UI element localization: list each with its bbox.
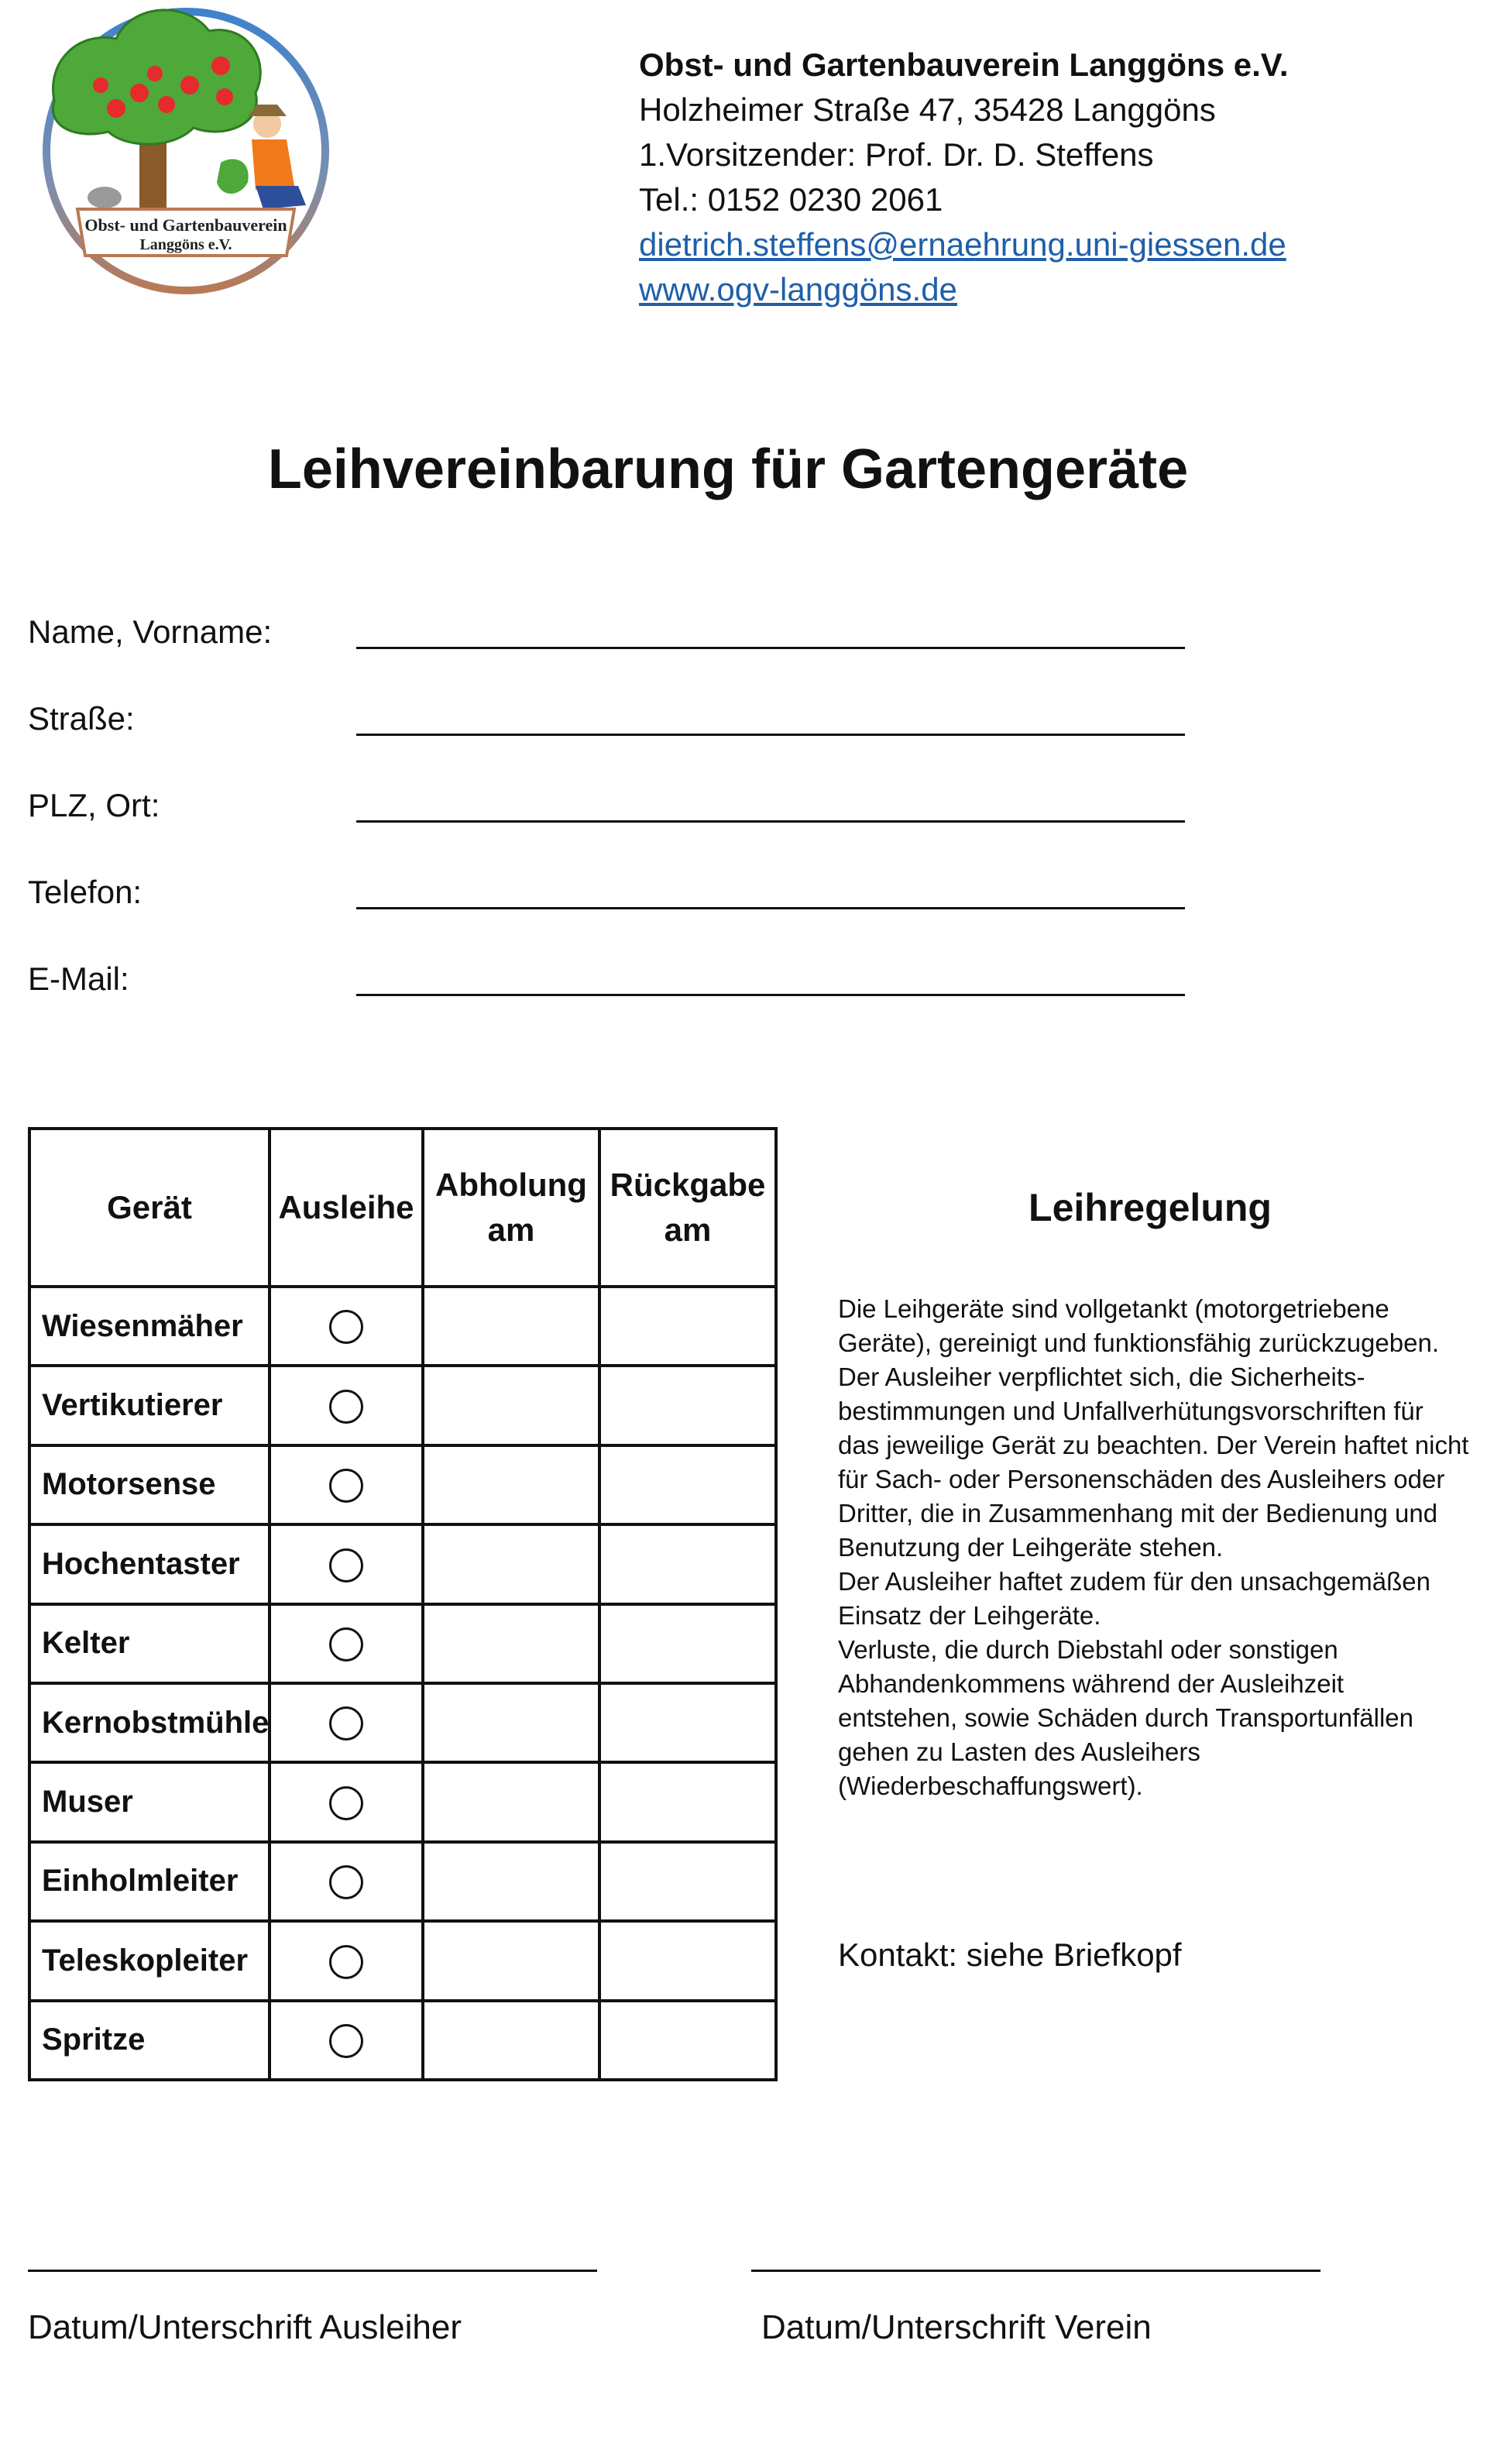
item-name: Einholmleiter	[29, 1842, 270, 1921]
borrow-radio[interactable]	[329, 1945, 363, 1979]
pickup-date-cell[interactable]	[423, 1287, 599, 1366]
name-input-line[interactable]	[356, 647, 1185, 649]
return-date-cell[interactable]	[599, 1287, 776, 1366]
rules-line: Der Ausleiher verpflichtet sich, die Sicherheits-	[838, 1363, 1365, 1391]
return-date-cell[interactable]	[599, 2001, 776, 2080]
borrow-radio[interactable]	[329, 1786, 363, 1820]
pickup-date-cell[interactable]	[423, 1604, 599, 1683]
rules-line: Verluste, die durch Diebstahl oder sonstigen	[838, 1635, 1338, 1664]
pickup-date-cell[interactable]	[423, 1445, 599, 1524]
org-email-link[interactable]: dietrich.steffens@ernaehrung.uni-giessen.de	[639, 226, 1286, 263]
org-address: Holzheimer Straße 47, 35428 Langgöns	[639, 91, 1216, 128]
item-name: Muser	[29, 1762, 270, 1841]
rules-line: das jeweilige Gerät zu beachten. Der Verein haftet nicht	[838, 1431, 1469, 1459]
field-street	[28, 691, 1190, 745]
item-name: Hochentaster	[29, 1524, 270, 1603]
table-row	[29, 1366, 776, 1445]
item-name: Kernobstmühle	[29, 1683, 270, 1762]
pickup-date-cell[interactable]	[423, 1842, 599, 1921]
borrow-radio[interactable]	[329, 1390, 363, 1424]
logo-text-line1: Obst- und Gartenbauverein	[84, 215, 287, 235]
borrow-radio[interactable]	[329, 1548, 363, 1583]
header-geraet: Gerät	[29, 1129, 270, 1287]
borrower-signature-line[interactable]	[28, 2270, 597, 2272]
table-row	[29, 1762, 776, 1841]
rules-line: Dritter, die in Zusammenhang mit der Bedienung und	[838, 1499, 1438, 1528]
page-title: Leihvereinbarung für Gartengeräte	[267, 438, 1189, 500]
rules-line: entstehen, sowie Schäden durch Transportunfällen	[838, 1703, 1413, 1732]
org-name: Obst- und Gartenbauverein Langgöns e.V.	[639, 46, 1289, 83]
pickup-date-cell[interactable]	[423, 1762, 599, 1841]
header-abholung: Abholung am	[423, 1129, 599, 1287]
field-label: Straße:	[28, 700, 135, 737]
return-date-cell[interactable]	[599, 1524, 776, 1603]
rules-text	[838, 1292, 1481, 1803]
club-signature-label: Datum/Unterschrift Verein	[761, 2308, 1152, 2346]
borrow-radio[interactable]	[329, 1627, 363, 1662]
item-name: Spritze	[29, 2001, 270, 2080]
header-rueckgabe: Rückgabe am	[599, 1129, 776, 1287]
field-label: Name, Vorname:	[28, 613, 273, 650]
postal-city-input-line[interactable]	[356, 820, 1185, 823]
rules-line: Benutzung der Leihgeräte stehen.	[838, 1533, 1224, 1562]
phone-input-line[interactable]	[356, 907, 1185, 909]
org-website-link[interactable]: www.ogv-langgöns.de	[639, 271, 957, 308]
return-date-cell[interactable]	[599, 1842, 776, 1921]
rules-line: Der Ausleiher haftet zudem für den unsachgemäßen	[838, 1567, 1430, 1596]
table-row	[29, 2001, 776, 2080]
rules-line: Geräte), gereinigt und funktionsfähig zurückzugeben.	[838, 1328, 1439, 1357]
club-logo	[31, 0, 341, 310]
return-date-cell[interactable]	[599, 1604, 776, 1683]
borrow-radio[interactable]	[329, 2024, 363, 2058]
field-phone	[28, 864, 1190, 919]
field-label: Telefon:	[28, 874, 143, 910]
item-name: Vertikutierer	[29, 1366, 270, 1445]
field-label: PLZ, Ort:	[28, 787, 160, 823]
return-date-cell[interactable]	[599, 1445, 776, 1524]
table-row	[29, 1683, 776, 1762]
pickup-date-cell[interactable]	[423, 1683, 599, 1762]
org-phone: Tel.: 0152 0230 2061	[639, 181, 943, 218]
borrow-radio[interactable]	[329, 1310, 363, 1344]
table-row	[29, 1604, 776, 1683]
rules-line: für Sach- oder Personenschäden des Ausleihers oder	[838, 1465, 1445, 1493]
borrower-signature-label: Datum/Unterschrift Ausleiher	[28, 2308, 462, 2346]
table-row	[29, 1524, 776, 1603]
table-row	[29, 1842, 776, 1921]
field-label: E-Mail:	[28, 961, 129, 997]
field-email	[28, 951, 1190, 1005]
contact-note: Kontakt: siehe Briefkopf	[838, 1936, 1182, 1973]
equipment-table	[28, 1127, 778, 2081]
field-name	[28, 604, 1190, 658]
pickup-date-cell[interactable]	[423, 2001, 599, 2080]
rules-line: bestimmungen und Unfallverhütungsvorschriften für	[838, 1397, 1423, 1425]
rules-heading: Leihregelung	[1029, 1186, 1272, 1229]
rules-line: Die Leihgeräte sind vollgetankt (motorgetriebene	[838, 1294, 1389, 1323]
street-input-line[interactable]	[356, 734, 1185, 736]
table-row	[29, 1445, 776, 1524]
item-name: Kelter	[29, 1604, 270, 1683]
letterhead	[639, 43, 1460, 312]
email-input-line[interactable]	[356, 994, 1185, 996]
return-date-cell[interactable]	[599, 1366, 776, 1445]
rules-line: Abhandenkommens während der Ausleihzeit	[838, 1669, 1344, 1698]
item-name: Wiesenmäher	[29, 1287, 270, 1366]
item-name: Motorsense	[29, 1445, 270, 1524]
table-row	[29, 1287, 776, 1366]
rules-line: gehen zu Lasten des Ausleihers	[838, 1737, 1200, 1766]
borrow-radio[interactable]	[329, 1469, 363, 1503]
field-postal-city	[28, 778, 1190, 832]
rules-line: (Wiederbeschaffungswert).	[838, 1772, 1143, 1800]
org-chair: 1.Vorsitzender: Prof. Dr. D. Steffens	[639, 136, 1154, 173]
table-header-row	[29, 1129, 776, 1287]
logo-text-line2: Langgöns e.V.	[139, 236, 232, 253]
rules-line: Einsatz der Leihgeräte.	[838, 1601, 1101, 1630]
pickup-date-cell[interactable]	[423, 1366, 599, 1445]
borrow-radio[interactable]	[329, 1706, 363, 1741]
header-ausleihe: Ausleihe	[270, 1129, 423, 1287]
borrow-radio[interactable]	[329, 1865, 363, 1899]
item-name: Teleskopleiter	[29, 1921, 270, 2000]
pickup-date-cell[interactable]	[423, 1921, 599, 2000]
table-row	[29, 1921, 776, 2000]
return-date-cell[interactable]	[599, 1762, 776, 1841]
pickup-date-cell[interactable]	[423, 1524, 599, 1603]
club-signature-line[interactable]	[751, 2270, 1320, 2272]
return-date-cell[interactable]	[599, 1683, 776, 1762]
return-date-cell[interactable]	[599, 1921, 776, 2000]
